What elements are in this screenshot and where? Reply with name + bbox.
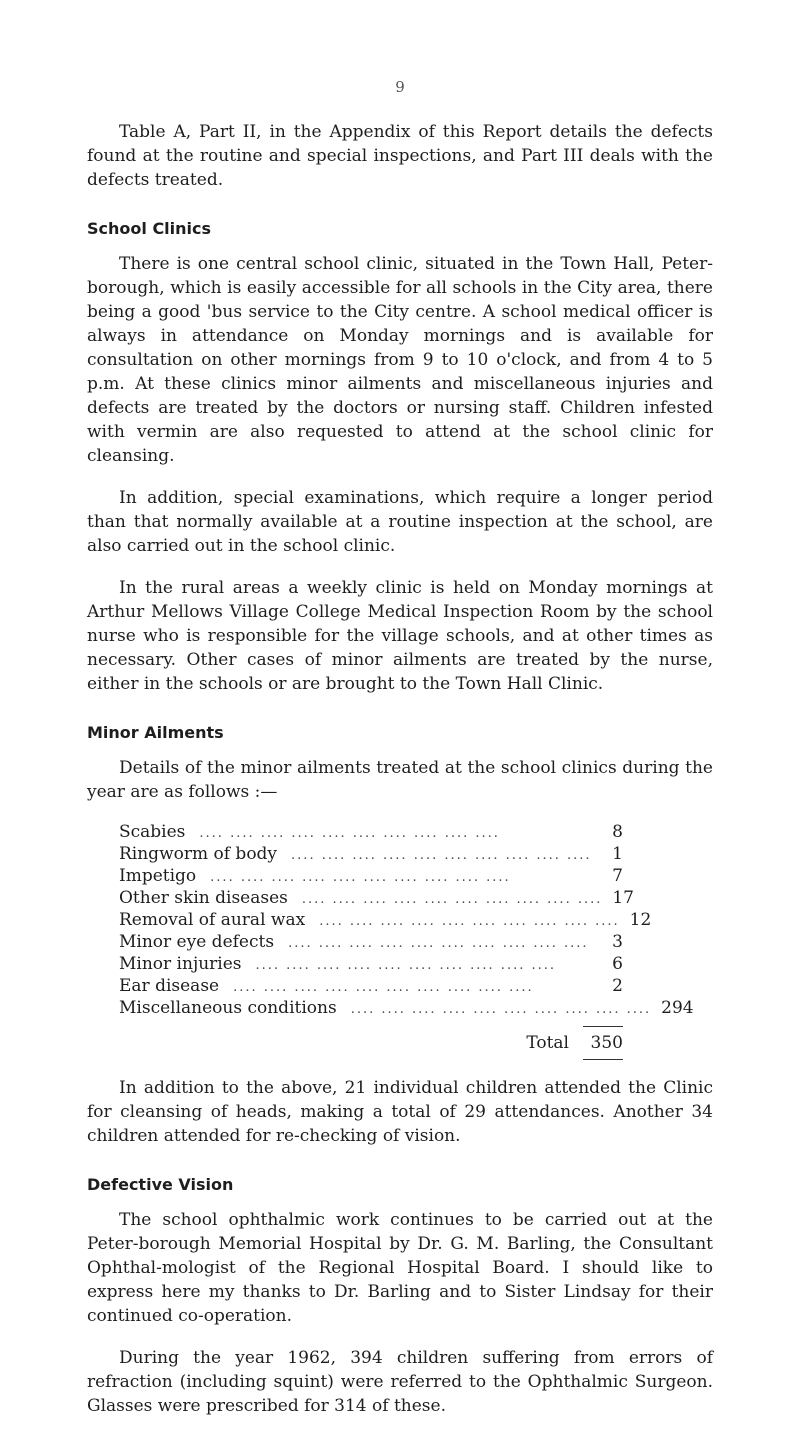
school-clinics-paragraph-1: There is one central school clinic, situated in the Town Hall, Peter-borough, which is easily accessible for all schools in the City area, there being a good 'bus service to the City centre. A school medical officer is always in attendance on Monday mornings and is available for consultation on other mornings from 9 to 10 o'clock, and from 4 to 5 p.m. At these clinics minor ailments and miscellaneous injuries and defects are treated by the doctors or nursing staff. Children infested with vermin are also requested to attend at the school clinic for cleansing. (87, 254, 713, 466)
minor-ailments-intro: Details of the minor ailments treated at the school clinics during the year are as follows :— (87, 758, 713, 802)
document-body (87, 120, 713, 1436)
ailment-row (119, 844, 623, 866)
dot-leader: .... .... .... .... .... .... .... .... .... .... (319, 914, 620, 929)
ailment-name: Ear disease (119, 976, 220, 996)
heading-minor-ailments: Minor Ailments (87, 723, 224, 742)
dot-leader: .... .... .... .... .... .... .... .... .... .... (288, 936, 589, 951)
dot-leader: .... .... .... .... .... .... .... .... .... .... (301, 892, 603, 907)
total-rule-bottom (583, 1059, 623, 1060)
ailment-count: 7 (612, 866, 623, 886)
minor-ailments-after: In addition to the above, 21 individual children attended the Clinic for cleansing of heads, making a total of 29 attendances. Another 34 children attended for re-checking of vision. (87, 1078, 713, 1146)
school-clinics-paragraph-2: In addition, special examinations, which require a longer period than that normally available at a routine inspection at the school, are also carried out in the school clinic. (87, 488, 713, 556)
dot-leader: .... .... .... .... .... .... .... .... .... .... (350, 1002, 652, 1017)
dot-leader: .... .... .... .... .... .... .... .... .... .... (199, 826, 500, 841)
defective-vision-paragraph-2: During the year 1962, 394 children suffering from errors of refraction (including squint) were referred to the Ophthalmic Surgeon. Glasses were prescribed for 314 of these. (87, 1348, 713, 1416)
heading-defective-vision: Defective Vision (87, 1175, 234, 1194)
ailment-name: Removal of aural wax (119, 910, 306, 930)
ailment-row (119, 866, 623, 888)
ailment-row (119, 932, 623, 954)
ailment-name: Minor injuries (119, 954, 242, 974)
ailment-name: Other skin diseases (119, 888, 288, 908)
total-count: 350 (590, 1033, 623, 1053)
ailment-name: Minor eye defects (119, 932, 275, 952)
ailment-row (119, 822, 623, 844)
ailment-row (119, 976, 623, 998)
ailments-table (119, 822, 694, 1060)
ailment-row (119, 888, 634, 910)
ailment-name: Impetigo (119, 866, 197, 886)
defective-vision-paragraph-1: The school ophthalmic work continues to be carried out at the Peter-borough Memorial Hospital by Dr. G. M. Barling, the Consultant Ophthal-mologist of the Regional Hospital Board. I should like to express here my thanks to Dr. Barling and to Sister Lindsay for their continued co-operation. (87, 1210, 713, 1326)
ailment-count: 6 (612, 954, 623, 974)
heading-school-clinics: School Clinics (87, 219, 212, 238)
school-clinics-paragraph-3: In the rural areas a weekly clinic is held on Monday mornings at Arthur Mellows Village College Medical Inspection Room by the school nurse who is responsible for the village schools, and at other times as necessary. Other cases of minor ailments are treated by the nurse, either in the schools or are brought to the Town Hall Clinic. (87, 578, 713, 694)
total-rule-top (583, 1026, 623, 1027)
dot-leader: .... .... .... .... .... .... .... .... .... .... (291, 848, 592, 863)
ailment-name: Scabies (119, 822, 186, 842)
dot-leader: .... .... .... .... .... .... .... .... .... .... (210, 870, 511, 885)
ailment-count: 17 (612, 888, 634, 908)
ailment-count: 12 (629, 910, 652, 930)
total-row (119, 1033, 623, 1053)
ailment-count: 294 (661, 998, 694, 1018)
ailment-name: Miscellaneous conditions (119, 998, 337, 1018)
page-number: 9 (395, 78, 405, 96)
ailment-count: 3 (612, 932, 623, 952)
ailment-count: 1 (612, 844, 623, 864)
ailment-row (119, 998, 694, 1020)
ailment-count: 8 (612, 822, 623, 842)
ailment-row (119, 954, 623, 976)
dot-leader: .... .... .... .... .... .... .... .... .... .... (233, 980, 534, 995)
dot-leader: .... .... .... .... .... .... .... .... .... .... (255, 958, 556, 973)
ailment-name: Ringworm of body (119, 844, 278, 864)
total-label: Total (526, 1033, 569, 1053)
ailment-row (119, 910, 652, 932)
intro-paragraph: Table A, Part II, in the Appendix of this Report details the defects found at the routine and special inspections, and Part III deals with the defects treated. (87, 122, 713, 190)
ailment-count: 2 (612, 976, 623, 996)
